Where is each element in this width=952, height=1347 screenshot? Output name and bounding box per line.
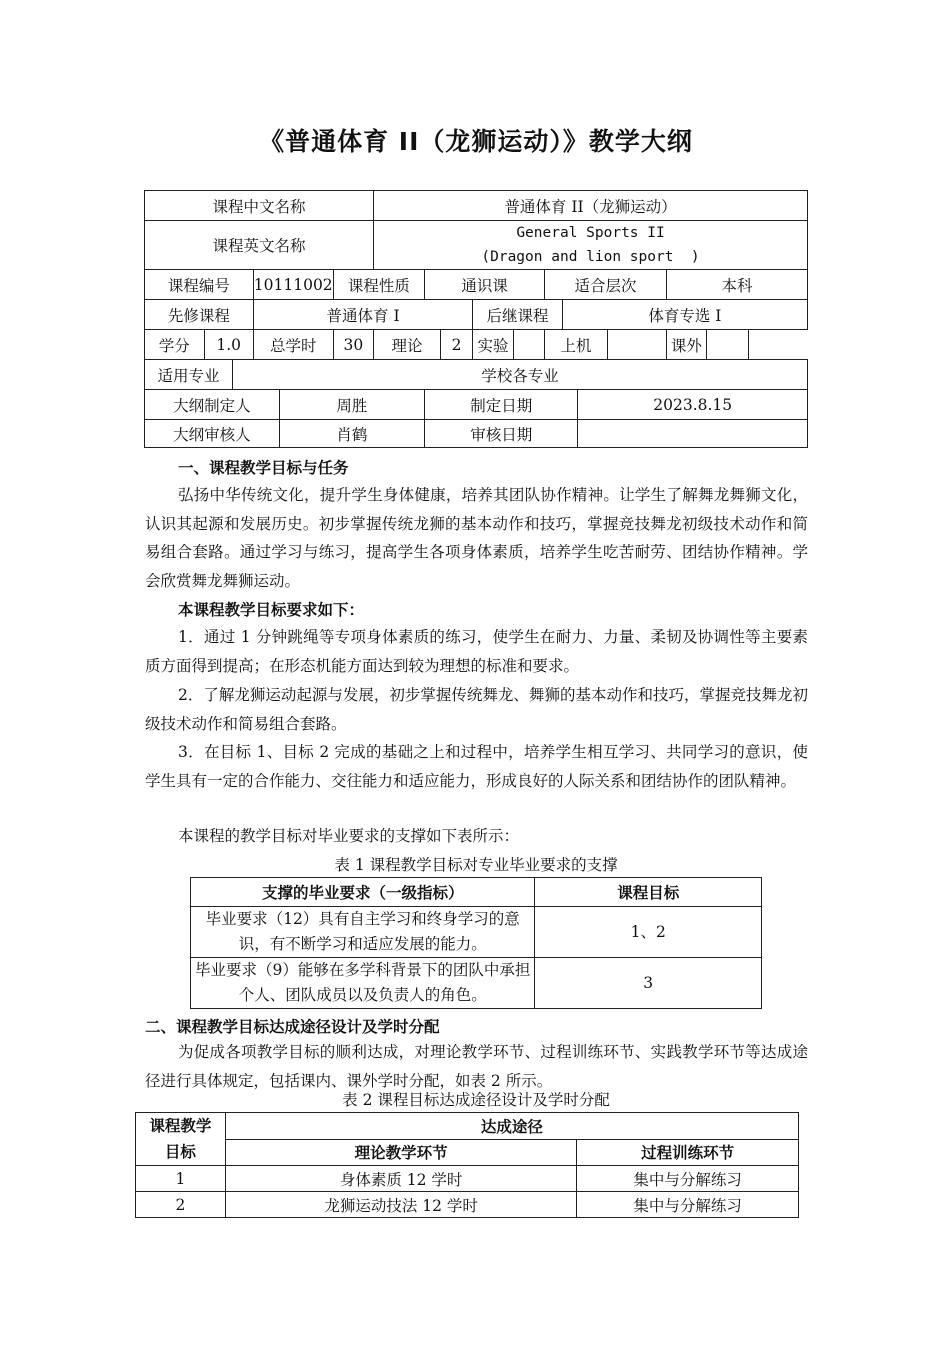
extra-value — [706, 330, 748, 360]
en-name-label: 课程英文名称 — [145, 221, 374, 270]
table-row — [191, 958, 762, 1009]
course-info-table — [144, 190, 808, 448]
cn-name-label: 课程中文名称 — [145, 191, 374, 221]
prereq-value: 普通体育 I — [253, 300, 473, 330]
cn-name-value: 普通体育 II（龙狮运动） — [374, 191, 808, 221]
goal-2: 2．了解龙狮运动起源与发展，初步掌握传统舞龙、舞狮的基本动作和技巧，掌握竞技舞龙初级技术动作和简易组合套路。 — [145, 686, 808, 733]
section2-intro: 为促成各项教学目标的顺利达成，对理论教学环节、过程训练环节、实践教学环节等达成途径进行具体规定，包括课内、课外学时分配，如表 2 所示。 — [145, 1043, 808, 1090]
table2-goal-header-line1: 课程教学 — [149, 1117, 212, 1135]
code-value: 10111002 — [253, 270, 333, 300]
level-label: 适合层次 — [545, 270, 667, 300]
section2-heading: 二、课程教学目标达成途径设计及学时分配 — [145, 1018, 440, 1036]
table1-cell-requirement: 毕业要求（12）具有自主学习和终身学习的意识，有不断学习和适应发展的能力。 — [191, 907, 535, 958]
table2-process-header: 过程训练环节 — [577, 1139, 799, 1166]
followup-label: 后继课程 — [473, 300, 562, 330]
computer-label: 上机 — [545, 330, 608, 360]
total-hours-label: 总学时 — [253, 330, 333, 360]
table1-cell-requirement: 毕业要求（9）能够在多学科背景下的团队中承担个人、团队成员以及负责人的角色。 — [191, 958, 535, 1009]
total-hours-value: 30 — [333, 330, 373, 360]
table-row — [136, 1192, 799, 1218]
table2-goal-header-line2: 目标 — [164, 1143, 196, 1161]
table1-cell-goal: 3 — [535, 958, 762, 1009]
table2-cell-process: 集中与分解练习 — [577, 1166, 799, 1192]
date-label: 制定日期 — [425, 390, 578, 420]
table2-goal-header — [136, 1113, 226, 1166]
table2-theory-header: 理论教学环节 — [225, 1139, 576, 1166]
pathway-table — [135, 1112, 799, 1218]
section1-heading: 一、课程教学目标与任务 — [178, 459, 349, 477]
goal-3: 3．在目标 1、目标 2 完成的基础之上和过程中，培养学生相互学习、共同学习的意识，使学生具有一定的合作能力、交往能力和适应能力，形成良好的人际关系和团结协作的团队精神。 — [145, 743, 808, 790]
goals-heading: 本课程教学目标要求如下： — [178, 601, 365, 619]
review-date-label: 审核日期 — [425, 420, 578, 448]
support-table — [190, 877, 762, 1009]
major-value: 学校各专业 — [233, 360, 808, 390]
extra-label: 课外 — [667, 330, 707, 360]
nature-label: 课程性质 — [333, 270, 424, 300]
en-name-value — [374, 221, 808, 270]
reviewer-value: 肖鹤 — [279, 420, 424, 448]
table2-cell-process: 集中与分解练习 — [577, 1192, 799, 1218]
table1-cell-goal: 1、2 — [535, 907, 762, 958]
table2-cell-theory: 龙狮运动技法 12 学时 — [225, 1192, 576, 1218]
en-name-line1: General Sports II — [516, 225, 665, 241]
support-text: 本课程的教学目标对毕业要求的支撑如下表所示： — [178, 827, 520, 845]
table-row — [136, 1166, 799, 1192]
theory-label: 理论 — [374, 330, 441, 360]
date-value: 2023.8.15 — [578, 390, 808, 420]
section1-intro: 弘扬中华传统文化，提升学生身体健康，培养其团队协作精神。让学生了解舞龙舞狮文化，认识其起源和发展历史。初步掌握传统龙狮的基本动作和技巧，掌握竞技舞龙初级技术动作和简易组合套路。通过学习与练习，提高学生各项身体素质，培养学生吃苦耐劳、团结协作精神。学会欣赏舞龙舞狮运动。 — [145, 486, 808, 590]
computer-value — [608, 330, 667, 360]
experiment-label: 实验 — [473, 330, 513, 360]
followup-value: 体育专选 I — [562, 300, 807, 330]
author-label: 大纲制定人 — [145, 390, 280, 420]
page-title: 《普通体育 II（龙狮运动）》教学大纲 — [259, 127, 693, 156]
table1-header-goal: 课程目标 — [535, 878, 762, 907]
en-name-line2: (Dragon and lion sport ) — [481, 249, 700, 265]
table2-cell-goal: 1 — [136, 1166, 226, 1192]
goal-1: 1．通过 1 分钟跳绳等专项身体素质的练习，使学生在耐力、力量、柔韧及协调性等主要素质方面得到提高；在形态机能方面达到较为理想的标准和要求。 — [145, 628, 808, 675]
experiment-value — [513, 330, 544, 360]
credit-value: 1.0 — [204, 330, 253, 360]
theory-value: 2 — [440, 330, 472, 360]
table2-cell-goal: 2 — [136, 1192, 226, 1218]
table-row — [191, 907, 762, 958]
code-label: 课程编号 — [145, 270, 254, 300]
author-value: 周胜 — [279, 390, 424, 420]
major-label: 适用专业 — [145, 360, 233, 390]
table2-caption: 表 2 课程目标达成途径设计及学时分配 — [342, 1091, 610, 1109]
level-value: 本科 — [667, 270, 808, 300]
review-date-value — [578, 420, 808, 448]
table1-header-requirement: 支撑的毕业要求（一级指标） — [191, 878, 535, 907]
nature-value: 通识课 — [425, 270, 545, 300]
credit-label: 学分 — [145, 330, 205, 360]
reviewer-label: 大纲审核人 — [145, 420, 280, 448]
table1-caption: 表 1 课程教学目标对专业毕业要求的支撑 — [334, 856, 618, 874]
table2-path-header: 达成途径 — [225, 1113, 798, 1140]
table2-cell-theory: 身体素质 12 学时 — [225, 1166, 576, 1192]
prereq-label: 先修课程 — [145, 300, 254, 330]
